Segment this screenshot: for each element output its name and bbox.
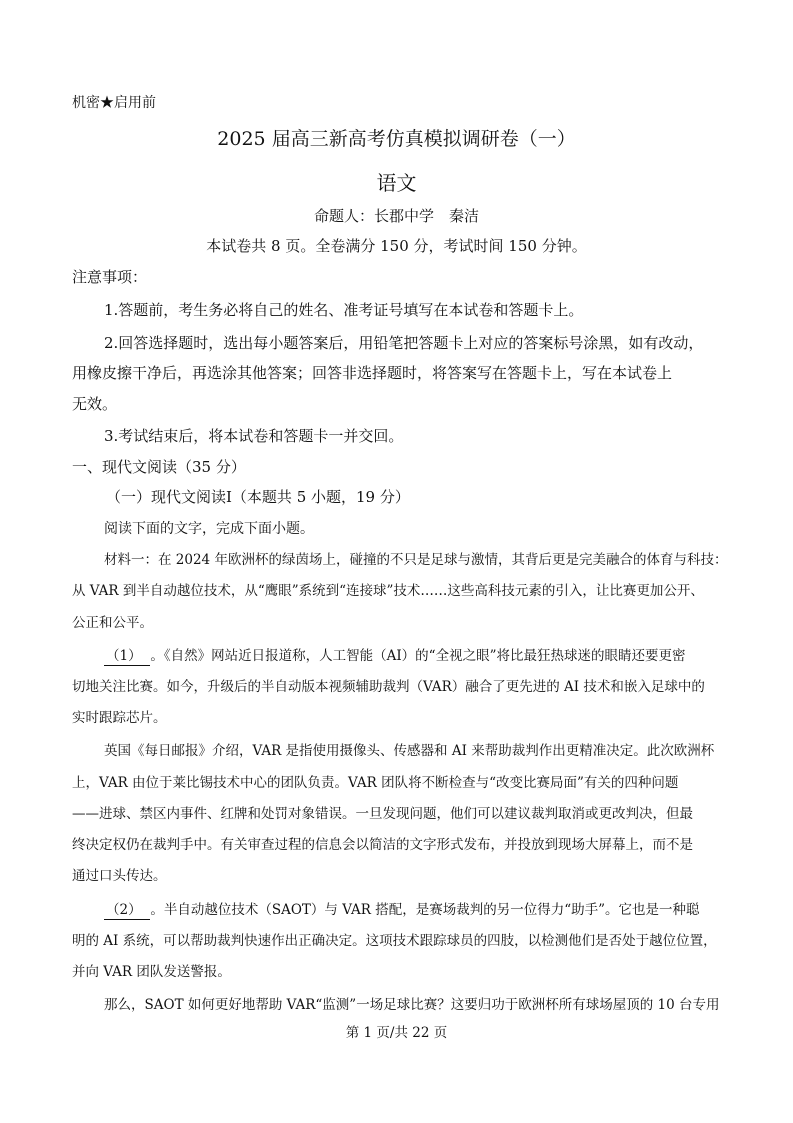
notes-heading: 注意事项：	[72, 268, 148, 286]
fill-blank-1: （1）	[106, 648, 149, 664]
paragraph-2-line-1-text: 。《自然》网站近日报道称，人工智能（AI）的“全视之眼”将比最狂热球迷的眼睛还要更密	[150, 648, 686, 664]
paragraph-5-line-1: 那么，SAOT 如何更好地帮助 VAR“监测”一场足球比赛？这要归功于欧洲杯所有球场屋顶的 10 台专用	[104, 997, 720, 1013]
paragraph-3-line-3: ——进球、禁区内事件、红牌和处罚对象错误。一旦发现问题，他们可以建议裁判取消或更改判决，但最	[72, 806, 693, 822]
paragraph-2-line-3: 实时跟踪芯片。	[72, 710, 167, 726]
paragraph-4-line-1	[104, 904, 700, 920]
section-subheading: （一）现代文阅读Ⅰ（本题共 5 小题，19 分）	[106, 488, 410, 506]
notes-item-2-line-3: 无效。	[72, 395, 118, 413]
paragraph-2-line-1	[104, 650, 685, 666]
paragraph-3-line-5: 通过口头传达。	[72, 868, 167, 884]
notes-item-1: 1.答题前，考生务必将自己的姓名、准考证号填写在本试卷和答题卡上。	[104, 301, 584, 319]
confidential-label: 机密★启用前	[72, 95, 156, 111]
notes-item-2-line-2: 用橡皮擦干净后，再选涂其他答案；回答非选择题时，将答案写在答题卡上，写在本试卷上	[72, 364, 673, 382]
notes-item-2-line-1: 2.回答选择题时，选出每小题答案后，用铅笔把答题卡上对应的答案标号涂黑，如有改动，	[104, 334, 704, 352]
author-line: 命题人：长郡中学 秦洁	[313, 207, 479, 225]
paragraph-3-line-4: 终决定权仍在裁判手中。有关审查过程的信息会以简洁的文字形式发布，并投放到现场大屏幕上，而不是	[72, 837, 693, 853]
paragraph-4-line-2: 明的 AI 系统，可以帮助裁判快速作出正确决定。这项技术跟踪球员的四肢，以检测他们是否处于越位位置，	[72, 933, 717, 949]
notes-item-3: 3.考试结束后，将本试卷和答题卡一并交回。	[104, 427, 404, 445]
paragraph-3-line-2: 上，VAR 由位于莱比锡技术中心的团队负责。VAR 团队将不断检查与“改变比赛局面”有关的四种问题	[72, 775, 679, 791]
subject-title: 语文	[376, 171, 417, 195]
exam-title: 2025 届高三新高考仿真模拟调研卷（一）	[217, 128, 576, 150]
section-heading: 一、现代文阅读（35 分）	[72, 458, 246, 476]
exam-info: 本试卷共 8 页。全卷满分 150 分，考试时间 150 分钟。	[206, 237, 587, 255]
paragraph-4-line-3: 并向 VAR 团队发送警报。	[72, 964, 231, 980]
page-number: 第 1 页/共 22 页	[345, 1025, 448, 1041]
paragraph-2-line-2: 切地关注比赛。如今，升级后的半自动版本视频辅助裁判（VAR）融合了更先进的 AI 技术和嵌入足球中的	[72, 679, 705, 695]
material-1-line-2: 从 VAR 到半自动越位技术，从“鹰眼”系统到“连接球”技术……这些高科技元素的引入，让比赛更加公开、	[72, 583, 704, 599]
material-1-line-1: 材料一：在 2024 年欧洲杯的绿茵场上，碰撞的不只是足球与激情，其背后更是完美融合的体育与科技：	[104, 552, 728, 568]
paragraph-3-line-1: 英国《每日邮报》介绍，VAR 是指使用摄像头、传感器和 AI 来帮助裁判作出更精准决定。此次欧洲杯	[104, 743, 715, 759]
paragraph-4-line-1-text: 。半自动越位技术（SAOT）与 VAR 搭配，是赛场裁判的另一位得力“助手”。它也是一种聪	[150, 902, 700, 918]
fill-blank-2: （2）	[106, 902, 149, 918]
material-1-line-3: 公正和公平。	[72, 615, 153, 631]
reading-instruction: 阅读下面的文字，完成下面小题。	[104, 521, 314, 537]
